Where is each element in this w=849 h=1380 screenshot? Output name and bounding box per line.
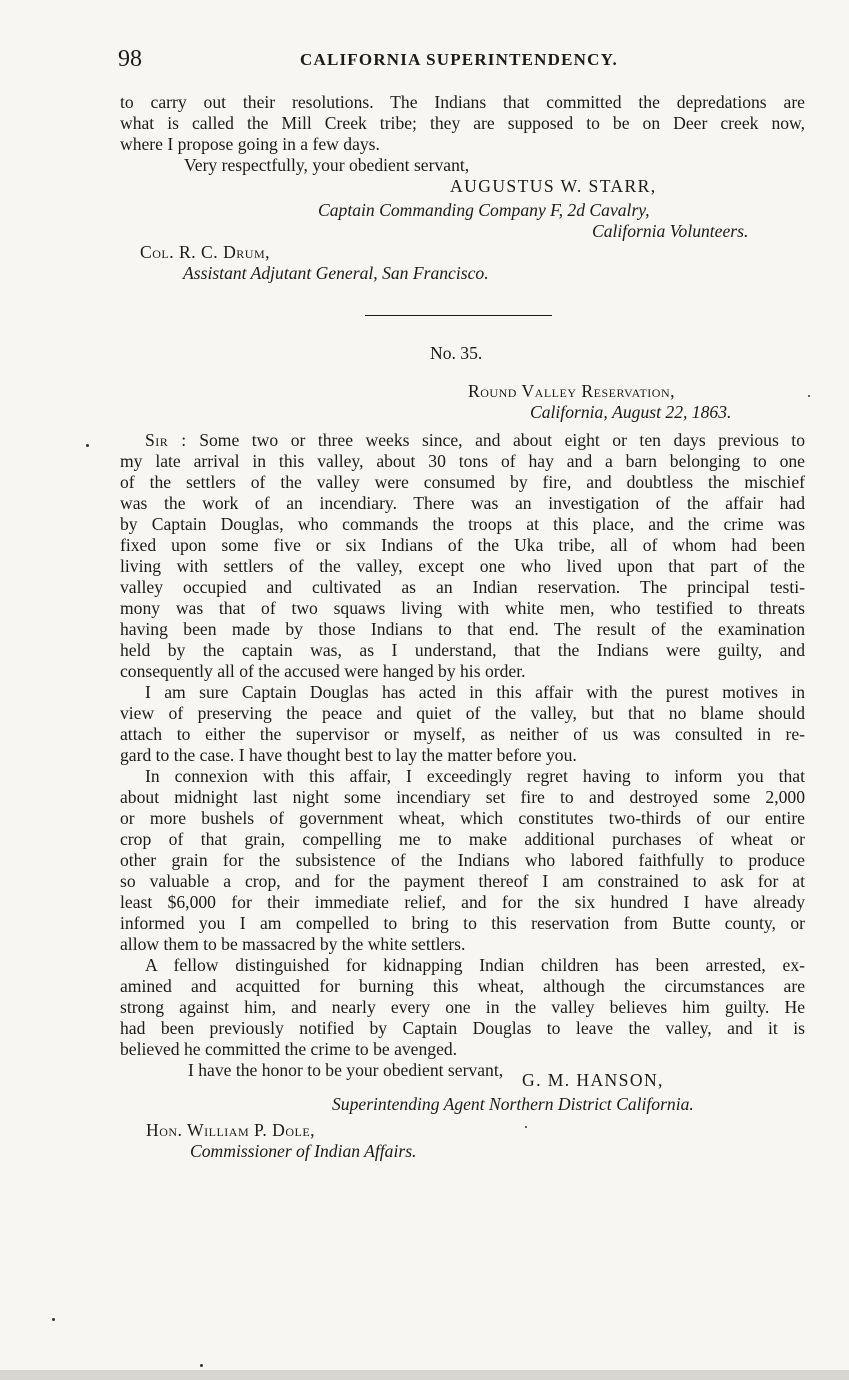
body-line: having been made by those Indians to that end. The result of the examination xyxy=(120,619,805,639)
body-line: by Captain Douglas, who commands the troops at this place, and the crime was xyxy=(120,514,805,534)
running-head: CALIFORNIA SUPERINTENDENCY. xyxy=(300,50,618,69)
signature-name: G. M. HANSON, xyxy=(522,1070,664,1090)
addressee-name: Col. R. C. Drum, xyxy=(140,242,271,262)
signature-name: AUGUSTUS W. STARR, xyxy=(450,176,657,196)
scan-speck xyxy=(808,395,810,397)
body-line: my late arrival in this valley, about 30 tons of hay and a barn belonging to one xyxy=(120,451,805,471)
signature-title: Captain Commanding Company F, 2d Cavalry, xyxy=(318,200,650,220)
body-line: fixed upon some five or six Indians of the Uka tribe, all of whom had been xyxy=(120,535,805,555)
scan-speck xyxy=(52,1318,55,1321)
body-line: I am sure Captain Douglas has acted in this affair with the purest motives in xyxy=(145,682,805,702)
signature-title: California Volunteers. xyxy=(592,221,749,241)
scan-speck xyxy=(86,444,89,447)
body-line: In connexion with this affair, I exceedingly regret having to inform you that xyxy=(145,766,805,786)
body-line: crop of that grain, compelling me to make additional purchases of wheat or xyxy=(120,829,805,849)
body-line: living with settlers of the valley, except one who lived upon that part of the xyxy=(120,556,805,576)
signature-title: Superintending Agent Northern District California. xyxy=(332,1094,694,1114)
letter-number: No. 35. xyxy=(430,343,483,363)
body-line: amined and acquitted for burning this wheat, although the circumstances are xyxy=(120,976,805,996)
scan-bottom-edge xyxy=(0,1370,849,1380)
body-line: was the work of an incendiary. There was an investigation of the affair had xyxy=(120,493,805,513)
scan-speck xyxy=(200,1364,203,1367)
body-line: least $6,000 for their immediate relief, and for the six hundred I have already xyxy=(120,892,805,912)
date-text: August 22, 1863. xyxy=(612,402,732,422)
body-line: mony was that of two squaws living with white men, who testified to threats xyxy=(120,598,805,618)
body-line: where I propose going in a few days. xyxy=(120,134,380,154)
body-line: so valuable a crop, and for the payment thereof I am constrained to ask for at xyxy=(120,871,805,891)
body-line: believed he committed the crime to be avenged. xyxy=(120,1039,458,1059)
date-place: California, xyxy=(530,402,608,422)
salutation: Sir : xyxy=(145,430,187,450)
body-line: valley occupied and cultivated as an Indian reservation. The principal testi- xyxy=(120,577,805,597)
body-line: of the settlers of the valley were consumed by fire, and doubtless the mischief xyxy=(120,472,805,492)
body-line: informed you I am compelled to bring to this reservation from Butte county, or xyxy=(120,913,805,933)
body-line: consequently all of the accused were hanged by his order. xyxy=(120,661,526,681)
page-header xyxy=(118,46,808,76)
addressee-title: Assistant Adjutant General, San Francisco. xyxy=(183,263,489,283)
body-line: allow them to be massacred by the white settlers. xyxy=(120,934,466,954)
body-line: or more bushels of government wheat, which constitutes two-thirds of our entire xyxy=(120,808,805,828)
body-line: about midnight last night some incendiary set fire to and destroyed some 2,000 xyxy=(120,787,805,807)
body-line: strong against him, and nearly every one in the valley believes him guilty. He xyxy=(120,997,805,1017)
closing-line: Very respectfully, your obedient servant, xyxy=(184,155,470,175)
body-line: attach to either the supervisor or myself, as neither of us was consulted in re- xyxy=(120,724,805,744)
page-number: 98 xyxy=(118,46,142,72)
body-line: Sir : Some two or three weeks since, and about eight or ten days previous to xyxy=(145,430,805,450)
body-line: A fellow distinguished for kidnapping Indian children has been arrested, ex- xyxy=(145,955,805,975)
body-line: had been previously notified by Captain Douglas to leave the valley, and it is xyxy=(120,1018,805,1038)
body-line: gard to the case. I have thought best to lay the matter before you. xyxy=(120,745,577,765)
body-line: other grain for the subsistence of the Indians who labored faithfully to produce xyxy=(120,850,805,870)
closing-line: I have the honor to be your obedient servant, xyxy=(188,1060,504,1080)
scan-speck xyxy=(525,1126,527,1128)
section-divider xyxy=(365,315,552,316)
addressee-title: Commissioner of Indian Affairs. xyxy=(190,1141,417,1161)
letter-date xyxy=(530,402,731,423)
body-line: view of preserving the peace and quiet of the valley, but that no blame should xyxy=(120,703,805,723)
body-line: to carry out their resolutions. The Indians that committed the depredations are xyxy=(120,92,805,112)
body-line: what is called the Mill Creek tribe; they are supposed to be on Deer creek now, xyxy=(120,113,805,133)
addressee-name: Hon. William P. Dole, xyxy=(146,1120,316,1140)
body-line: held by the captain was, as I understand, that the Indians were guilty, and xyxy=(120,640,805,660)
letter-place: Round Valley Reservation, xyxy=(468,381,676,401)
